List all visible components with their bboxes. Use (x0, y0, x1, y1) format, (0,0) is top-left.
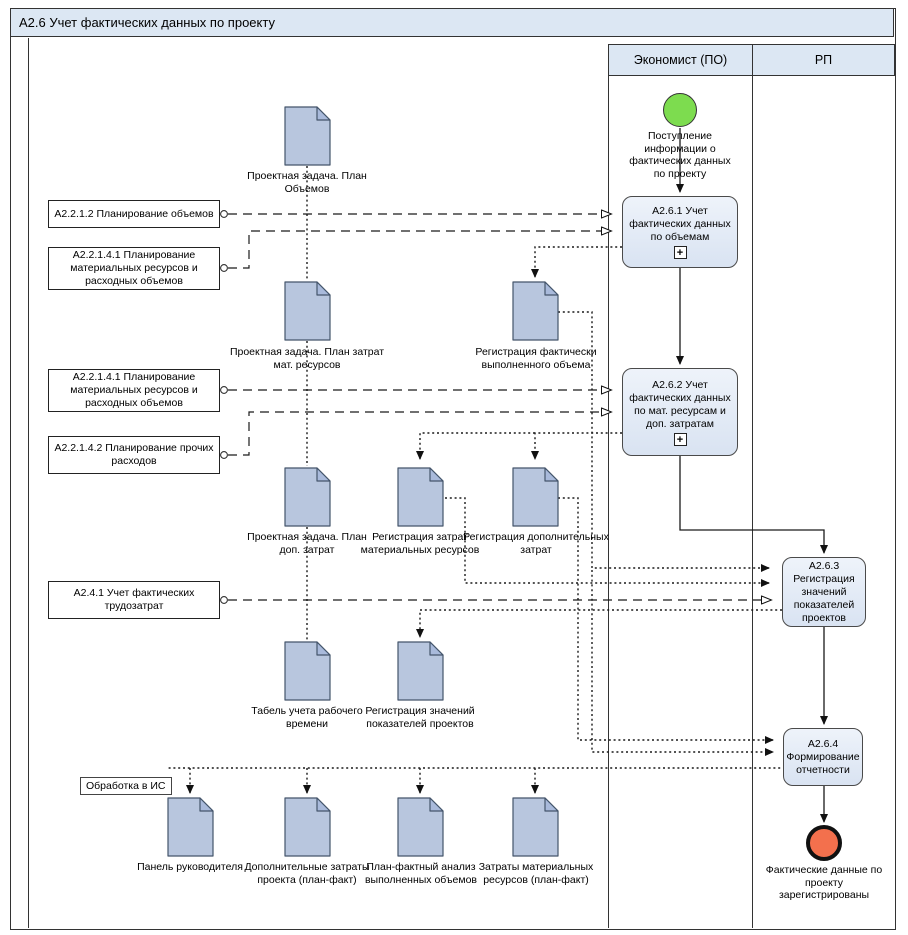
document-icon-additional-costs-plan-fact[interactable] (285, 798, 330, 856)
document-icon-project-indicators-registration[interactable] (398, 642, 443, 700)
end-event-label: Фактические данные по проекту зарегистрированы (765, 864, 883, 901)
document-icon-additional-costs-registration[interactable] (513, 468, 558, 526)
document-icon-material-costs-plan-fact[interactable] (513, 798, 558, 856)
ref-box-a22141-top[interactable]: A2.2.1.4.1 Планирование материальных ресурсов и расходных объемов (48, 247, 220, 290)
end-event-icon[interactable] (806, 825, 842, 861)
task-a262[interactable] (622, 368, 738, 456)
document-icon-plan-fact-volume-analysis[interactable] (398, 798, 443, 856)
ref-box-a2212[interactable]: A2.2.1.2 Планирование объемов (48, 200, 220, 228)
document-icon-timesheet[interactable] (285, 642, 330, 700)
document-icon-project-task-plan-volumes[interactable] (285, 107, 330, 165)
task-a264-label: A2.6.4 Формирование отчетности (786, 737, 860, 776)
subprocess-plus-icon[interactable]: + (674, 246, 687, 259)
subprocess-plus-icon[interactable]: + (674, 433, 687, 446)
task-a261-label: A2.6.1 Учет фактических данных по объемам (629, 205, 731, 243)
start-event-label: Поступление информации о фактических данных по проекту (629, 130, 731, 180)
page-title: A2.6 Учет фактических данных по проекту (10, 8, 894, 37)
start-event-icon[interactable] (663, 93, 697, 127)
doc-label-manager-dashboard: Панель руководителя (137, 861, 243, 873)
annotation-processing-in-is: Обработка в ИС (80, 777, 172, 795)
doc-label-project-task-additional-costs-plan: Проектная задача. План доп. затрат (247, 531, 367, 556)
doc-label-project-task-plan-volumes: Проектная задача. План Объемов (247, 170, 367, 195)
document-icon-material-costs-registration[interactable] (398, 468, 443, 526)
lane-header-rp: РП (752, 44, 895, 76)
doc-label-material-costs-plan-fact: Затраты материальных ресурсов (план-факт) (478, 861, 594, 886)
doc-label-additional-costs-registration: Регистрация дополнительных затрат (463, 531, 609, 556)
doc-label-project-indicators-registration: Регистрация значений показателей проектов (365, 705, 475, 730)
reference-connector-dots (221, 211, 228, 604)
document-icon-manager-dashboard[interactable] (168, 798, 213, 856)
task-a261[interactable] (622, 196, 738, 268)
lane-header-economist: Экономист (ПО) (608, 44, 753, 76)
task-a264[interactable] (783, 728, 863, 786)
task-a262-label: A2.6.2 Учет фактических данных по мат. ресурсам и доп. затратам (629, 378, 731, 430)
task-a263[interactable] (782, 557, 866, 627)
doc-label-plan-fact-volume-analysis: План-фактный анализ выполненных объемов (364, 861, 478, 886)
document-icon-project-task-additional-costs-plan[interactable] (285, 468, 330, 526)
task-a263-label: A2.6.3 Регистрация значений показателей проектов (793, 559, 855, 624)
document-icon-actual-volume-registration[interactable] (513, 282, 558, 340)
doc-label-additional-costs-plan-fact: Дополнительные затраты проекта (план-факт) (244, 861, 370, 886)
doc-label-project-task-material-costs-plan: Проектная задача. План затрат мат. ресурсов (229, 346, 385, 371)
doc-label-material-costs-registration: Регистрация затрат материальных ресурсов (360, 531, 480, 556)
document-icon-project-task-material-costs-plan[interactable] (285, 282, 330, 340)
doc-label-timesheet: Табель учета рабочего времени (251, 705, 363, 730)
ref-box-a22141-bottom[interactable]: A2.2.1.4.1 Планирование материальных ресурсов и расходных объемов (48, 369, 220, 412)
ref-box-a241[interactable]: A2.4.1 Учет фактических трудозатрат (48, 581, 220, 619)
doc-label-actual-volume-registration: Регистрация фактически выполненного объема (475, 346, 597, 371)
ref-box-a22142[interactable]: A2.2.1.4.2 Планирование прочих расходов (48, 436, 220, 474)
